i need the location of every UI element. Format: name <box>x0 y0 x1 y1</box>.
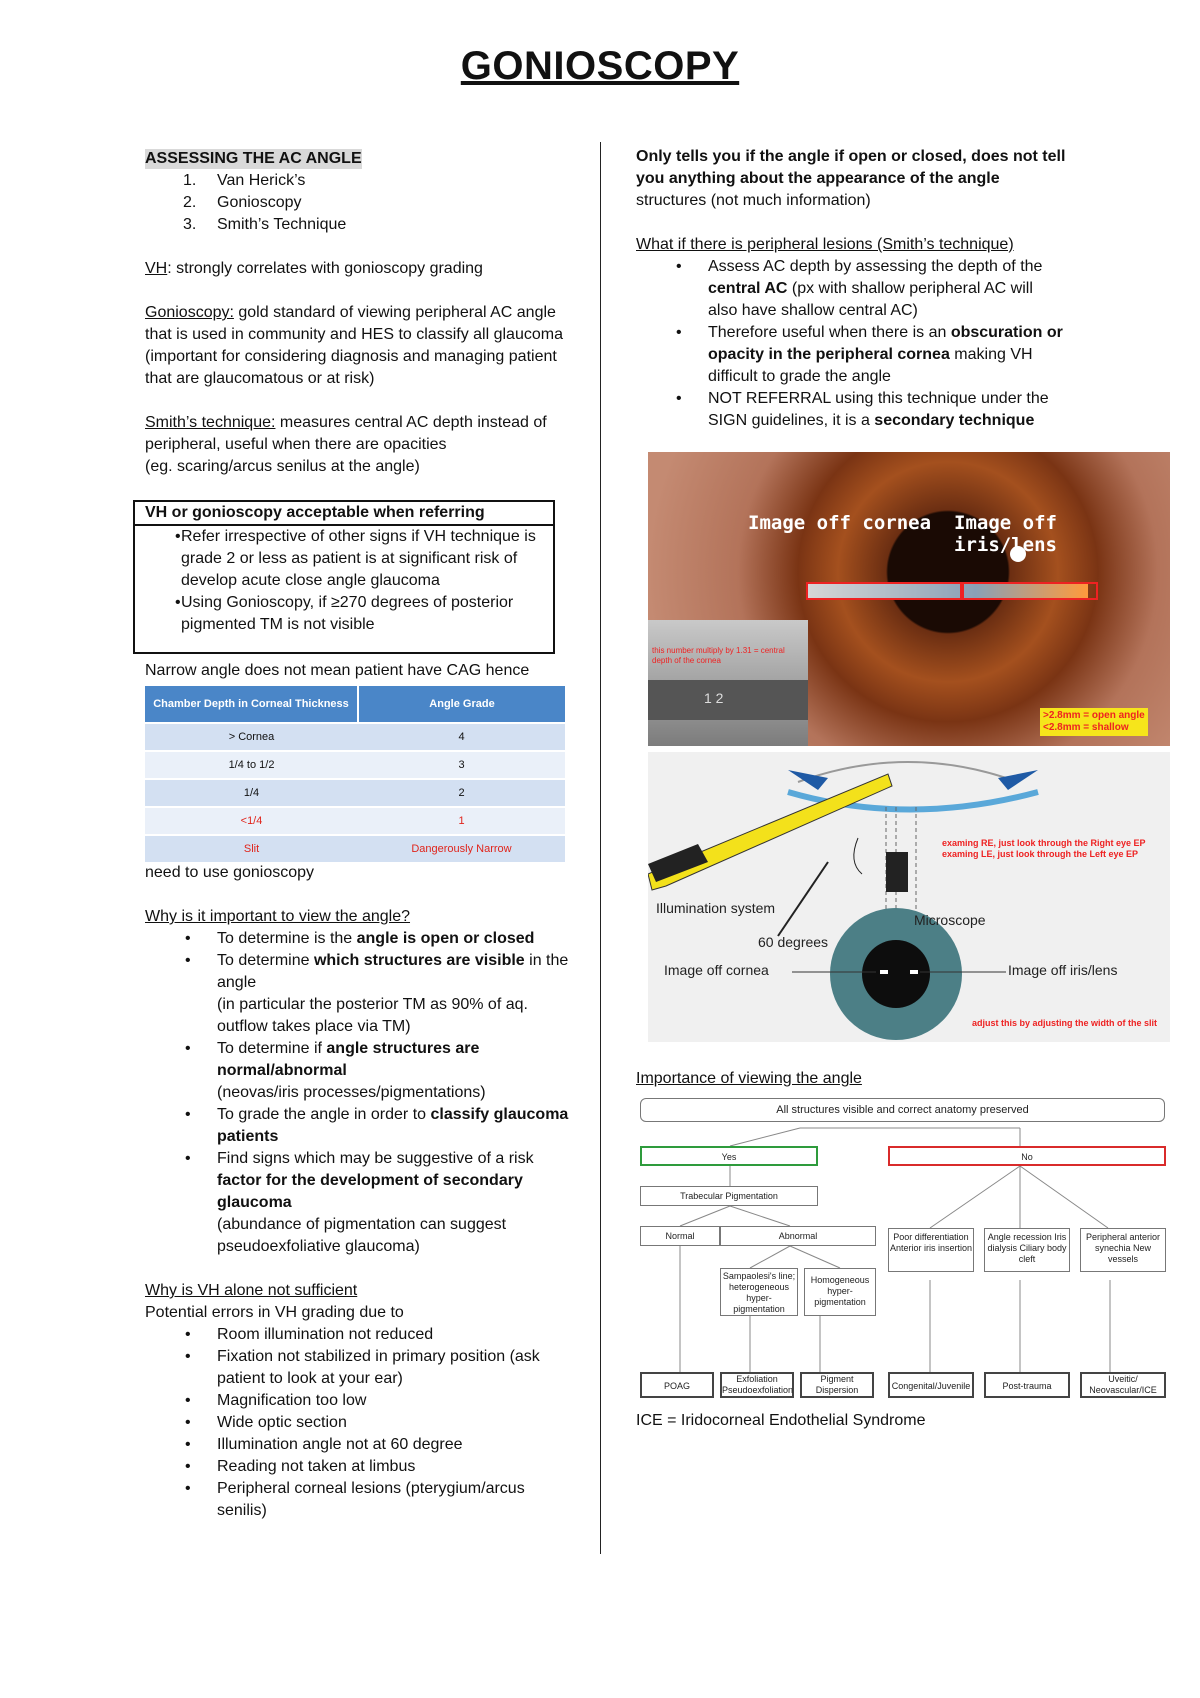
need-gonioscopy-text: need to use gonioscopy <box>145 864 315 881</box>
vh-paragraph: VH: strongly correlates with gonioscopy grading <box>145 260 483 277</box>
table-row: 1/4 2 <box>145 779 565 807</box>
page-title: GONIOSCOPY <box>460 44 740 88</box>
left-column <box>145 148 575 1522</box>
label-image-cornea: Image off cornea <box>748 512 932 534</box>
list-item: 3. Smith’s Technique <box>183 216 347 233</box>
referral-list <box>135 526 553 652</box>
narrow-angle-text: Narrow angle does not mean patient have CAG hence <box>145 662 530 679</box>
list-item: • Find signs which may be suggestive of a risk factor for the development of secondary glaucoma (abundance of pigmentation can suggest pseudoexfoliative glaucoma) <box>145 1148 575 1258</box>
table-row: <1/4 1 <box>145 807 565 835</box>
flow-sampaolesi: Sampaolesi's line; heterogeneous hyper-pigmentation <box>720 1268 798 1316</box>
list-item: • Reading not taken at limbus <box>145 1456 575 1478</box>
only-tells-text: Only tells you if the angle if open or closed, does not tell you anything about the appearance of the angle structures (not much information) <box>636 148 1066 209</box>
list-item: • Assess AC depth by assessing the depth of the central AC (px with shallow peripheral AC will also have shallow central AC) <box>636 256 1066 322</box>
table-row: Slit Dangerously Narrow <box>145 835 565 862</box>
inset-note: this number multiply by 1.31 = central depth of the cornea <box>652 646 785 665</box>
errors-list <box>145 1324 575 1522</box>
flow-congenital: Congenital/Juvenile <box>888 1372 974 1398</box>
list-item: • Refer irrespective of other signs if VH technique is grade 2 or less as patient is at significant risk of develop acute close angle glaucoma <box>135 526 553 592</box>
list-item: • Magnification too low <box>145 1390 575 1412</box>
list-item: • Illumination angle not at 60 degree <box>145 1434 575 1456</box>
list-item: • To determine if angle structures are normal/abnormal (neovas/iris processes/pigmentations) <box>145 1038 575 1104</box>
table-row: > Cornea 4 <box>145 723 565 751</box>
ice-note: ICE = Iridocorneal Endothelial Syndrome <box>636 1412 926 1429</box>
referral-heading: VH or gonioscopy acceptable when referring <box>135 502 553 526</box>
list-item: • NOT REFERRAL using this technique under the SIGN guidelines, it is a secondary technique <box>636 388 1066 432</box>
yellow-note: >2.8mm = open angle <2.8mm = shallow <box>1040 708 1148 736</box>
list-item: • Fixation not stabilized in primary position (ask patient to look at your ear) <box>145 1346 575 1390</box>
chamber-depth-table <box>145 686 565 862</box>
list-item: • Room illumination not reduced <box>145 1324 575 1346</box>
label-image-iris: Image off iris/lens <box>954 512 1057 556</box>
flow-uveitic: Uveitic/ Neovascular/ICE <box>1080 1372 1166 1398</box>
table-header: Angle Grade <box>358 686 565 723</box>
list-item: 2. Gonioscopy <box>183 194 302 211</box>
flow-homogeneous: Homogeneous hyper-pigmentation <box>804 1268 876 1316</box>
flow-trabecular: Trabecular Pigmentation <box>640 1186 818 1206</box>
flow-chart <box>640 1098 1170 1408</box>
flow-pas: Peripheral anterior synechia New vessels <box>1080 1228 1166 1272</box>
label-60-degrees: 60 degrees <box>758 934 829 950</box>
label-microscope: Microscope <box>914 912 986 928</box>
label-image-cornea-diagram: Image off cornea <box>664 962 769 978</box>
list-item: • Wide optic section <box>145 1412 575 1434</box>
dial <box>648 680 808 720</box>
dial-number: 1 2 <box>704 690 724 706</box>
errors-intro: Potential errors in VH grading due to <box>145 1304 404 1321</box>
highlight-red-2 <box>960 582 1098 600</box>
right-column <box>636 146 1066 432</box>
label-illumination: Illumination system <box>656 900 776 916</box>
flow-abnormal: Abnormal <box>720 1226 876 1246</box>
why-list <box>145 928 575 1258</box>
flow-yes: Yes <box>640 1146 818 1166</box>
list-item: • Therefore useful when there is an obscuration or opacity in the peripheral cornea making VH difficult to grade the angle <box>636 322 1066 388</box>
flow-no: No <box>888 1146 1166 1166</box>
flow-angle-recession: Angle recession Iris dialysis Ciliary body cleft <box>984 1228 1070 1272</box>
importance-heading: Importance of viewing the angle <box>636 1070 862 1087</box>
flow-post-trauma: Post-trauma <box>984 1372 1070 1398</box>
referral-box <box>133 500 555 654</box>
flow-pigment: Pigment Dispersion <box>800 1372 874 1398</box>
assessing-heading: ASSESSING THE AC ANGLE <box>145 150 362 167</box>
flow-exfoliation: Exfoliation Pseudoexfoliation <box>720 1372 794 1398</box>
column-divider <box>600 142 601 1554</box>
lesions-list <box>636 256 1066 432</box>
adjust-note: adjust this by adjusting the width of the slit <box>972 1018 1158 1028</box>
smith-paragraph: Smith’s technique: measures central AC depth instead of peripheral, useful when there are opacities (eg. scaring/arcus senilus at the angle) <box>145 414 547 475</box>
slit-lamp-diagram <box>648 752 1170 1042</box>
note-right-eye: examing RE, just look through the Right eye EP <box>942 838 1146 848</box>
list-item: • To determine which structures are visible in the angle (in particular the posterior TM as 90% of aq. outflow takes place via TM) <box>145 950 575 1038</box>
flow-top-box: All structures visible and correct anatomy preserved <box>640 1098 1165 1122</box>
label-image-iris-diagram: Image off iris/lens <box>1008 962 1118 978</box>
highlight-red-1 <box>806 582 964 600</box>
list-item: 1. Van Herick’s <box>183 172 306 189</box>
list-item: • Peripheral corneal lesions (pterygium/arcus senilis) <box>145 1478 575 1522</box>
note-left-eye: examing LE, just look through the Left eye EP <box>942 849 1139 859</box>
flow-poag: POAG <box>640 1372 714 1398</box>
methods-list <box>145 170 575 236</box>
list-item: • Using Gonioscopy, if ≥270 degrees of posterior pigmented TM is not visible <box>135 592 553 636</box>
diagram-graphic <box>648 752 1170 1042</box>
inset-photo <box>648 620 808 746</box>
table-header: Chamber Depth in Corneal Thickness <box>145 686 358 723</box>
lesions-heading: What if there is peripheral lesions (Smith’s technique) <box>636 236 1014 253</box>
table-row: 1/4 to 1/2 3 <box>145 751 565 779</box>
eye-photo <box>648 452 1170 746</box>
why-heading: Why is it important to view the angle? <box>145 908 411 925</box>
flow-normal: Normal <box>640 1226 720 1246</box>
list-item: • To grade the angle in order to classify glaucoma patients <box>145 1104 575 1148</box>
vh-alone-heading: Why is VH alone not sufficient <box>145 1282 358 1299</box>
gonioscopy-paragraph: Gonioscopy: gold standard of viewing peripheral AC angle that is used in community and HES to classify all glaucoma (important for considering diagnosis and managing patient that are glaucomatous or at risk) <box>145 304 563 387</box>
flow-poor-diff: Poor differentiation Anterior iris insertion <box>888 1228 974 1272</box>
list-item: • To determine is the angle is open or closed <box>145 928 575 950</box>
